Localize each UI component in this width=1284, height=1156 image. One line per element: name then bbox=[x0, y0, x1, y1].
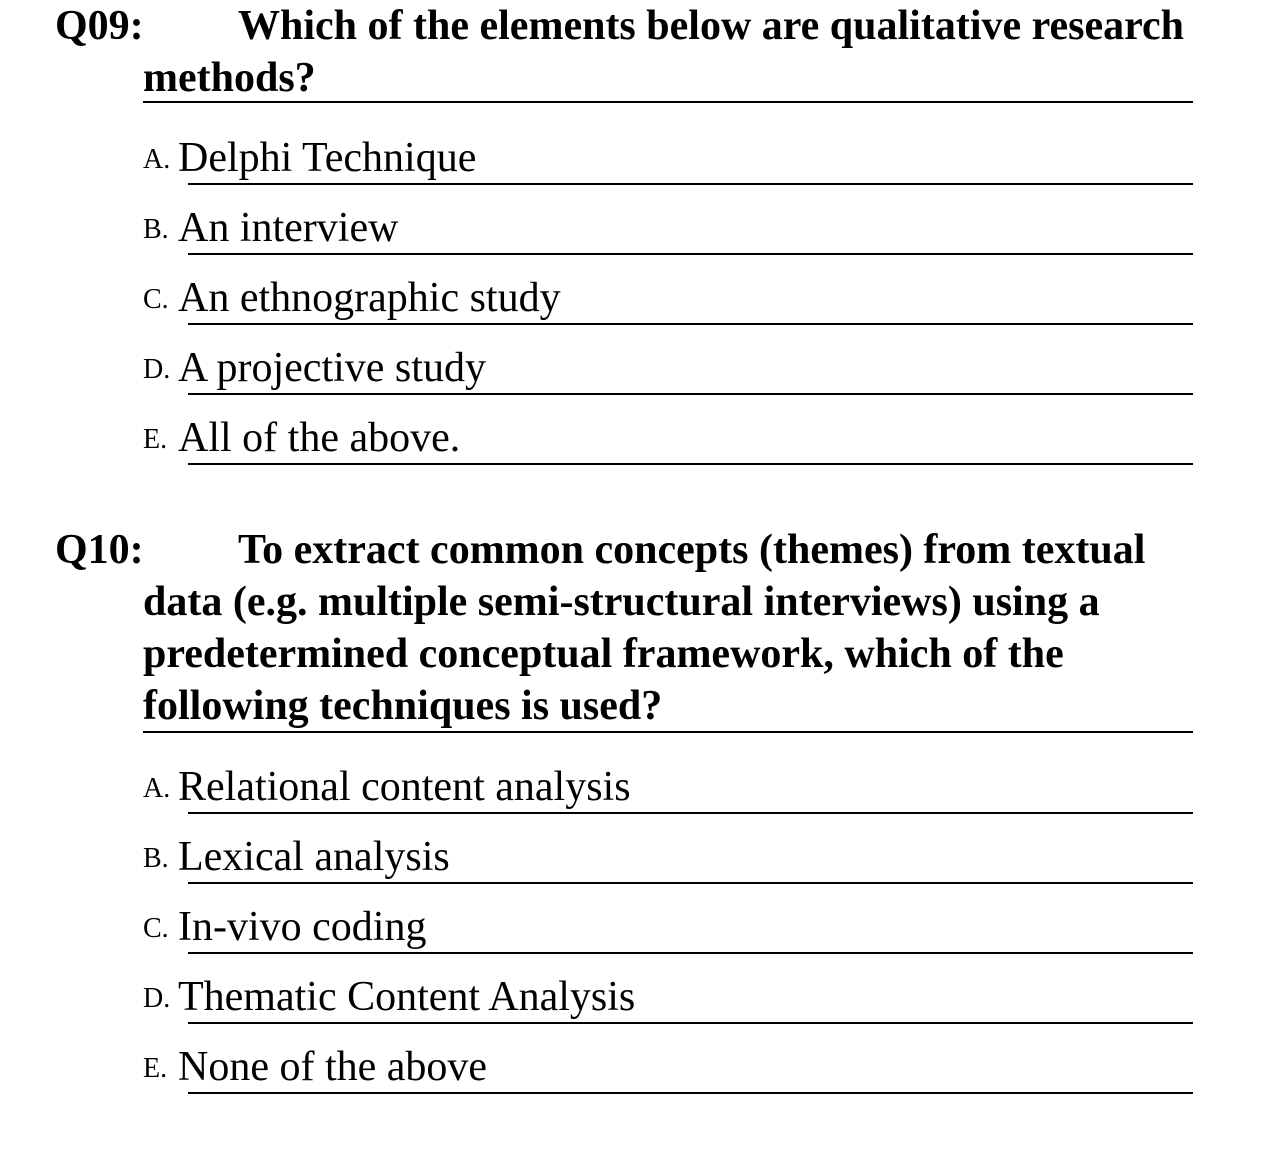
question-text: To extract common concepts (themes) from textual data (e.g. multiple semi-structural interviews) using a predetermined conceptual framework, which of the following techniques is used? bbox=[143, 527, 1146, 729]
option-letter: D. bbox=[143, 983, 171, 1014]
answer-option-d[interactable] bbox=[143, 964, 1193, 1024]
question-underline bbox=[143, 101, 1193, 103]
option-letter: D. bbox=[143, 354, 171, 385]
option-text: Lexical analysis bbox=[178, 834, 450, 880]
answer-line bbox=[188, 323, 1193, 325]
answer-option-e[interactable] bbox=[143, 405, 1193, 465]
option-letter: C. bbox=[143, 913, 169, 944]
question-number: Q09: bbox=[55, 3, 144, 49]
answer-option-d[interactable] bbox=[143, 335, 1193, 395]
answer-line bbox=[188, 1022, 1193, 1024]
option-letter: A. bbox=[143, 144, 171, 175]
answer-option-b[interactable] bbox=[143, 195, 1193, 255]
option-text: None of the above bbox=[178, 1044, 488, 1090]
option-letter: C. bbox=[143, 284, 169, 315]
option-text: An ethnographic study bbox=[178, 275, 561, 321]
option-letter: A. bbox=[143, 773, 171, 804]
answer-line bbox=[188, 183, 1193, 185]
option-text: Relational content analysis bbox=[178, 764, 631, 810]
answer-option-e[interactable] bbox=[143, 1034, 1193, 1094]
answer-line bbox=[188, 952, 1193, 954]
answer-option-a[interactable] bbox=[143, 754, 1193, 814]
option-text: In-vivo coding bbox=[178, 904, 427, 950]
answer-line bbox=[188, 393, 1193, 395]
option-text: All of the above. bbox=[178, 415, 461, 461]
answer-option-c[interactable] bbox=[143, 894, 1193, 954]
answer-line bbox=[188, 882, 1193, 884]
answer-option-a[interactable] bbox=[143, 125, 1193, 185]
answer-option-b[interactable] bbox=[143, 824, 1193, 884]
answer-option-c[interactable] bbox=[143, 265, 1193, 325]
option-letter: E. bbox=[143, 424, 168, 455]
option-text: Delphi Technique bbox=[178, 135, 477, 181]
option-text: A projective study bbox=[178, 345, 486, 391]
option-text: An interview bbox=[178, 205, 399, 251]
answer-line bbox=[188, 1092, 1193, 1094]
question-underline bbox=[143, 731, 1193, 733]
answer-line bbox=[188, 463, 1193, 465]
option-letter: B. bbox=[143, 843, 169, 874]
option-text: Thematic Content Analysis bbox=[178, 974, 636, 1020]
option-letter: E. bbox=[143, 1053, 168, 1084]
question-text: Which of the elements below are qualitative research methods? bbox=[143, 3, 1185, 101]
question-number: Q10: bbox=[55, 527, 144, 573]
answer-line bbox=[188, 253, 1193, 255]
option-letter: B. bbox=[143, 214, 169, 245]
answer-line bbox=[188, 812, 1193, 814]
